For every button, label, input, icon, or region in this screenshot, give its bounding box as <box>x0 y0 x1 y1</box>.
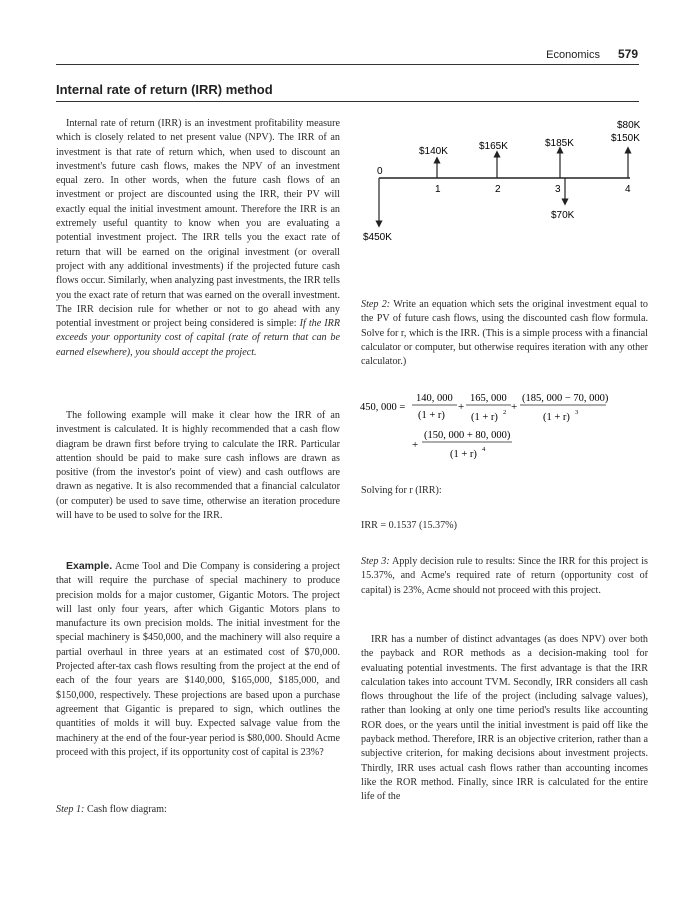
period-label-3: 3 <box>555 184 561 195</box>
label-inflow-1: $140K <box>419 146 448 157</box>
eq-den-4: (1 + r) <box>450 449 477 460</box>
example-paragraph <box>56 559 340 760</box>
eq-den-2: (1 + r) <box>471 412 498 423</box>
page-number: 579 <box>617 47 638 61</box>
step2-label: Step 2: <box>361 299 391 310</box>
label-inflow-2: $165K <box>479 141 508 152</box>
eq-num-3: (185, 000 − 70, 000) <box>522 393 609 404</box>
example-label: Example. <box>66 560 113 572</box>
cash-flow-diagram <box>355 108 655 248</box>
eq-exp-3: 3 <box>575 409 579 416</box>
step2-text: Write an equation which sets the original investment equal to the PV of future cash flows, using the discounted cash flow formula. Solve for r, which is the IRR. (This is a simple process with a financial calculator or computer, but otherwise requires iteration with any other calculator.) <box>361 299 648 368</box>
example-text: Acme Tool and Die Company is considering a project that will require the purchase of special machinery to produce precision molds for a major customer, Gigantic Motors. The project will last only four years, after which Gigantic Motors plans to manufacture its own precision molds. The initial investment for the special machinery is $450,000, and the machinery will also require a partial overhaul in three years at an estimated cost of $70,000. Projected after-tax cash flows resulting from the project at the end of each of the four years are $140,000, $165,000, $185,000, and $150,000, respectively. These projections are based upon a purchase agreement that Gigantic is prepared to sign, which outlines the quantities of molds it will buy. Expected salvage value from the machinery at the end of the four-year period is $80,000. Should Acme proceed with this project, if its opportunity cost of capital is 23%? <box>56 561 340 758</box>
section-title: Internal rate of return (IRR) method <box>56 82 273 97</box>
period-label-4: 4 <box>625 184 631 195</box>
running-header <box>546 47 638 61</box>
label-inflow-3: $185K <box>545 138 574 149</box>
period-label-2: 2 <box>495 184 501 195</box>
header-rule <box>56 64 639 65</box>
label-initial-investment: $450K <box>363 232 392 243</box>
title-rule <box>56 101 639 102</box>
eq-num-4: (150, 000 + 80, 000) <box>424 430 511 441</box>
label-inflow-4: $150K <box>611 133 640 144</box>
step1-paragraph <box>56 803 340 817</box>
intro-paragraph <box>56 117 340 360</box>
eq-plus-3: + <box>412 439 419 451</box>
step3-label: Step 3: <box>361 556 390 567</box>
eq-exp-2: 2 <box>503 409 507 416</box>
period-label-1: 1 <box>435 184 441 195</box>
step1-text: Cash flow diagram: <box>86 804 167 815</box>
irr-equation <box>360 386 650 466</box>
eq-plus-2: + <box>511 401 518 413</box>
label-salvage: $80K <box>617 120 641 131</box>
eq-den-3: (1 + r) <box>543 412 570 423</box>
eq-exp-4: 4 <box>482 446 486 453</box>
eq-num-1: 140, 000 <box>416 393 453 404</box>
period-label-0: 0 <box>377 166 383 177</box>
advantages-paragraph: IRR has a number of distinct advantages (as does NPV) over both the payback and ROR methods as a decision-making tool for evaluating potential investments. The first advantage is that the IRR calculation takes into account TVM. Secondly, IRR considers all cash flows throughout the life of the project (including salvage values), rather than looking at only one time period's results like accounting ROR does, or the years until the initial investment is paid off like the payback method. Therefore, IRR is an objective criterion, rather than a subjective criterion, for making decisions about investment projects. Thirdly, IRR uses actual cash flows rather than accounting incomes like the ROR method. Finally, since IRR is calculated for the entire life of the <box>361 634 648 803</box>
example-intro-paragraph: The following example will make it clear how the IRR of an investment is calculated. It is highly recommended that a cash flow diagram be drawn first before trying to calculate the IRR. Particular attention should be paid to make sure cash inflows are drawn as positive (from the investor's point of view) and cash outflows are drawn as negative. It is also recommended that a financial calculator (or computer) be used to save time, otherwise an iteration procedure will have to be used to solve for the IRR. <box>56 410 340 522</box>
header-section: Economics <box>546 49 600 61</box>
solving-line: Solving for r (IRR): <box>361 485 442 496</box>
irr-result: IRR = 0.1537 (15.37%) <box>361 520 457 531</box>
eq-lhs: 450, 000 = <box>360 402 406 413</box>
step3-paragraph <box>361 555 648 598</box>
eq-plus-1: + <box>458 401 465 413</box>
intro-text: Internal rate of return (IRR) is an investment profitability measure which is closely related to net present value (NPV). The IRR of an investment is that rate of return which, when used to discount an investment's future cash flows, makes the NPV of an investment equal zero. In other words, when the future cash flows of an investment or project are discounted using the IRR, their PV will exactly equal the initial investment amount. Therefore the IRR is an extremely useful quantity to know when you are evaluating a potential investment project. The IRR tells you the exact rate of return that will be earned on the original investment (or overall project with any additional investments) if the projected future cash flows occur. Similarly, when analyzing past investments, the IRR tells you the exact rate of return that was earned on the overall investment. The IRR decision rule for whether or not to go ahead with any potential investment or project being considered is simple: <box>56 118 340 330</box>
decision-rule: If the IRR exceeds your opportunity cost of capital (rate of return that can be earned elsewhere), you should accept the project. <box>56 318 341 358</box>
eq-num-2: 165, 000 <box>470 393 507 404</box>
eq-den-1: (1 + r) <box>418 410 445 421</box>
step3-text: Apply decision rule to results: Since the IRR for this project is 15.37%, and Acme's required rate of return (opportunity cost of capital) is 23%, Acme should not proceed with this project. <box>361 556 648 596</box>
step2-paragraph <box>361 298 648 369</box>
label-overhaul: $70K <box>551 210 575 221</box>
step1-label: Step 1: <box>56 804 85 815</box>
